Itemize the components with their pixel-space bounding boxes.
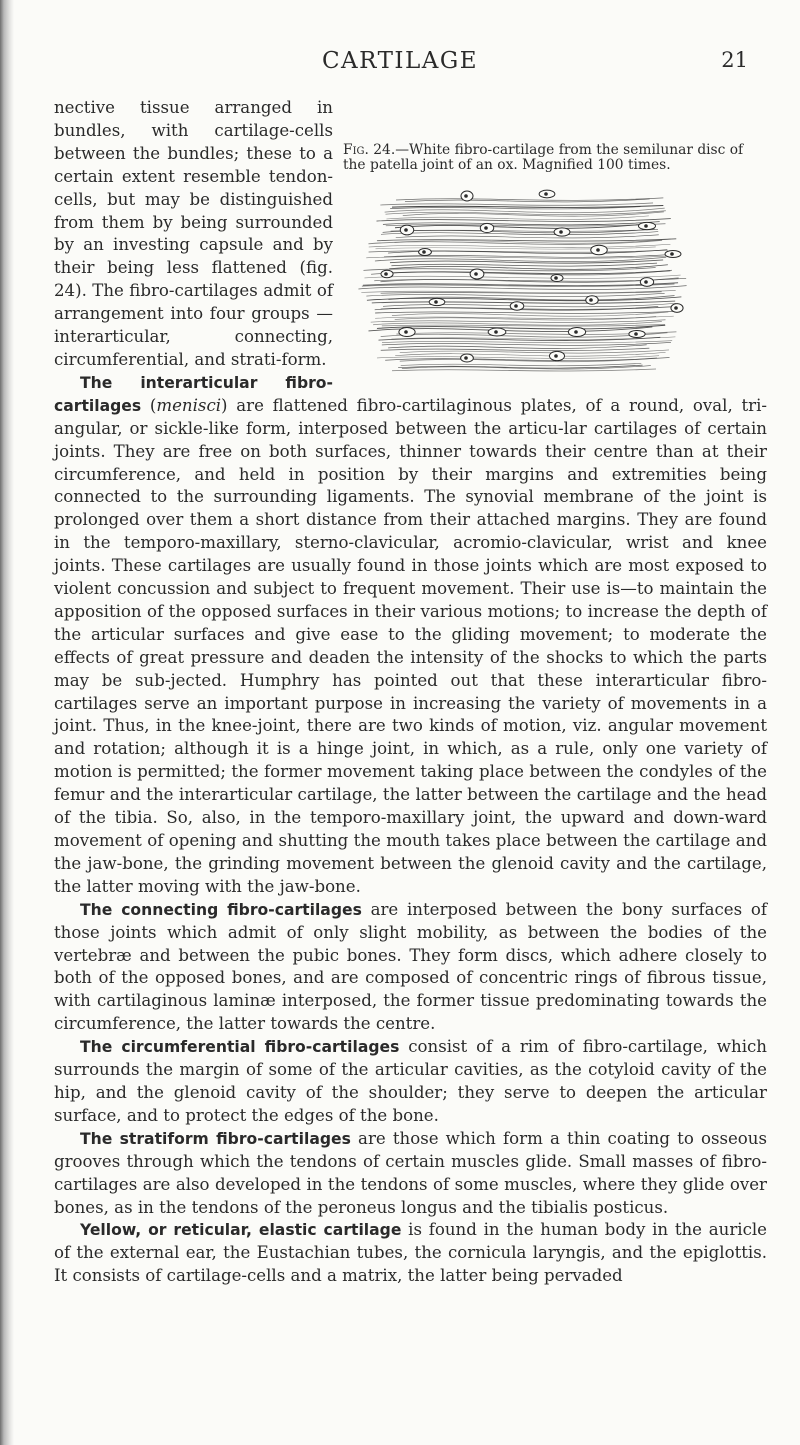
fibre-line	[369, 244, 671, 247]
fibre-line	[372, 301, 675, 303]
cell-nucleus	[404, 228, 408, 232]
cell-nucleus	[384, 272, 388, 276]
term-yellow-elastic: Yellow, or reticular, elastic cartilage	[80, 1221, 402, 1240]
cell-nucleus	[644, 280, 648, 284]
paragraph-stratiform-text: are those which form a thin coating to osseous grooves through which the tendons of certain muscles glide. Small masses of fibro-cartilages are also developed in the tendons of some muscles, where they glide over bones, as in the tendons of the peroneus longus and the tibialis posticus.	[54, 1128, 768, 1217]
page-header	[0, 44, 800, 84]
cell-nucleus	[422, 250, 426, 254]
fibre-line	[396, 198, 663, 200]
cell-nucleus	[484, 226, 488, 230]
fibre-line	[377, 356, 659, 359]
figure-caption-text: —White fibro-cartilage from the semilunar disc of the patella joint of an ox. Magnified 100 times.	[343, 142, 744, 174]
paragraph-interarticular: The interarticular fibro-cartilages (menisci) are flattened fibro-cartilaginous plates, of a round, oval, tri-angular, or sickle-like form, interposed between the articu-lar cartilages of certain joints. They are free on both surfaces, thinner towards their centre than at their circumference, and held in position by their margins and extremities being connected to the surrounding ligaments. The synovial membrane of the joint is prolonged over them a short distance from their attached margins. They are found in the temporo-maxillary, sterno-clavicular, acromio-clavicular, wrist and knee joints. These cartilages are usually found in those joints which are most exposed to violent concussion and subject to frequent movement. Their use is—to maintain the apposition of the opposed surfaces in their various motions; to increase the depth of the articular surfaces and give ease to the gliding movement; to moderate the effects of great pressure and deaden the intensity of the shocks to which the parts may be sub-jected. Humphry has pointed out that these interarticular fibro-cartilages serve an important purpose in increasing the variety of movements in a joint. Thus, in the knee-joint, there are two kinds of motion, viz. angular movement and rotation; although it is a hinge joint, in which, as a rule, only one variety of motion is permitted; the former movement taking place between the condyles of the femur and the interarticular cartilage, the latter between the cartilage and the head of the tibia. So, also, in the temporo-maxillary joint, the upward and down-ward movement of opening and shutting the mouth takes place between the cartilage and the jaw-bone, the grinding movement between the glenoid cavity and the cartilage, the latter moving with the jaw-bone.	[54, 373, 768, 896]
fibre-line	[366, 293, 664, 296]
fibre-line	[392, 369, 656, 371]
term-circumferential: The circumferential fibro-cartilages	[80, 1038, 400, 1057]
page-binding-edge	[0, 0, 14, 1445]
cell-nucleus	[574, 330, 578, 334]
cell-nucleus	[554, 276, 558, 280]
cell-nucleus	[670, 252, 674, 256]
paragraph-circumferential	[54, 1036, 767, 1128]
fibre-line	[391, 263, 657, 266]
fibre-line	[371, 320, 666, 323]
fibre-line	[382, 340, 672, 342]
term-interarticular: The interarticular fibro-cartilages	[54, 373, 333, 415]
term-stratiform: The stratiform fibro-cartilages	[80, 1129, 351, 1148]
paragraph-1-text: nective tissue arranged in bundles, with cartilage-cells between the bundles; these to a certain extent resemble tendon-cells, but may be distinguished from them by being surrounded by an investing capsule and by their being less flattened (fig. 24). The fibro-cartilages admit of arrangement into four groups —interarticular, connecting, circumferential, and strati-form.	[54, 98, 333, 369]
paragraph-yellow-elastic	[54, 1219, 767, 1288]
paragraph-circumferential-text: consist of a rim of fibro-cartilage, which surrounds the margin of some of the articular cavities, as the cotyloid cavity of the hip, and the glenoid cavity of the shoulder; they serve to deepen the articular surface, and to protect the edges of the bone.	[54, 1037, 767, 1125]
figure-caption	[343, 143, 767, 174]
paragraph-connecting-text: are interposed between the bony surfaces of those joints which admit of only slight mobility, as between the bodies of the vertebræ and between the pubic bones. They form discs, which adhere closely to both of the opposed bones, and are composed of concentric rings of fibrous tissue, with cartilaginous laminæ interposed, the former tissue predominating towards the circumference, the latter towards the centre.	[54, 899, 767, 1034]
page-number: 21	[721, 48, 748, 72]
cell-nucleus	[494, 330, 498, 334]
fibro-cartilage-micrograph	[347, 182, 699, 378]
cell-nucleus	[596, 248, 600, 252]
cell-nucleus	[674, 306, 678, 310]
page-body	[54, 97, 767, 1288]
fibre-line	[388, 345, 647, 349]
fibre-line	[395, 352, 665, 356]
cell-nucleus	[434, 300, 438, 304]
cell-nucleus	[589, 298, 593, 302]
fibre-line	[375, 247, 655, 249]
term-latin-menisci: menisci	[156, 395, 222, 415]
figure-label: Fig. 24.	[343, 142, 396, 158]
paragraph-stratiform	[54, 1128, 767, 1220]
cell-nucleus	[474, 272, 478, 276]
fibre-line	[382, 342, 671, 345]
paragraph-connecting	[54, 899, 767, 1036]
paragraph-interarticular-text: are flattened fibro-cartilaginous plates, of a round, oval, tri-angular, or sickle-like form, interposed between the articu-lar cartilages of certain joints. They are free on both surfaces, thinner towards their centre than at their circumference, and held in position by their margins and extremities being connected to the surrounding ligaments. The synovial membrane of the joint is prolonged over them a short distance from their attached margins. They are found in the temporo-maxillary, sterno-clavicular, acromio-clavicular, wrist and knee joints. These cartilages are usually found in those joints which are most exposed to violent concussion and subject to frequent movement. Their use is—to maintain the apposition of the opposed surfaces in their various motions; to increase the depth of the articular surfaces and give ease to the gliding movement; to moderate the effects of great pressure and deaden the intensity of the shocks to which the parts may be sub-jected. Humphry has pointed out that these interarticular fibro-cartilages serve an important purpose in increasing the variety of movements in a joint. Thus, in the knee-joint, there are two kinds of motion, viz. angular movement and rotation; although it is a hinge joint, in which, as a rule, only one variety of motion is permitted; the former movement taking place between the condyles of the femur and the interarticular cartilage, the latter between the cartilage and the head of the tibia. So, also, in the temporo-maxillary joint, the upward and down-ward movement of opening and shutting the mouth takes place between the cartilage and the jaw-bone, the grinding movement between the glenoid cavity and the cartilage, the latter moving with the jaw-bone.	[54, 395, 768, 896]
cell-nucleus	[464, 356, 468, 360]
fibre-line	[380, 203, 653, 205]
cell-nucleus	[464, 194, 468, 198]
running-title: CARTILAGE	[321, 48, 479, 74]
fibre-line	[380, 278, 678, 282]
fibre-bundles	[358, 198, 686, 371]
micrograph-drawing	[347, 182, 699, 378]
fibre-line	[381, 348, 650, 350]
term-connecting: The connecting fibro-cartilages	[80, 900, 362, 919]
paragraph-yellow-elastic-text: is found in the human body in the auricle of the external ear, the Eustachian tubes, the cornicula laryngis, and the epiglottis. It consists of cartilage-cells and a matrix, the latter being pervaded	[54, 1220, 767, 1286]
cell-nucleus	[544, 192, 548, 196]
cell-nucleus	[514, 304, 518, 308]
fibre-line	[383, 303, 676, 306]
cell-nucleus	[644, 224, 648, 228]
fibre-line	[396, 235, 659, 238]
cell-nucleus	[634, 332, 638, 336]
cell-nucleus	[554, 354, 558, 358]
fibre-line	[401, 363, 642, 365]
fibre-line	[386, 216, 648, 220]
cell-nucleus	[404, 330, 408, 334]
paragraph-1	[54, 97, 767, 372]
fibre-line	[377, 239, 676, 241]
figure-24	[343, 97, 767, 378]
fibre-line	[375, 311, 680, 313]
fibre-line	[364, 275, 680, 278]
cell-nucleus	[559, 230, 563, 234]
